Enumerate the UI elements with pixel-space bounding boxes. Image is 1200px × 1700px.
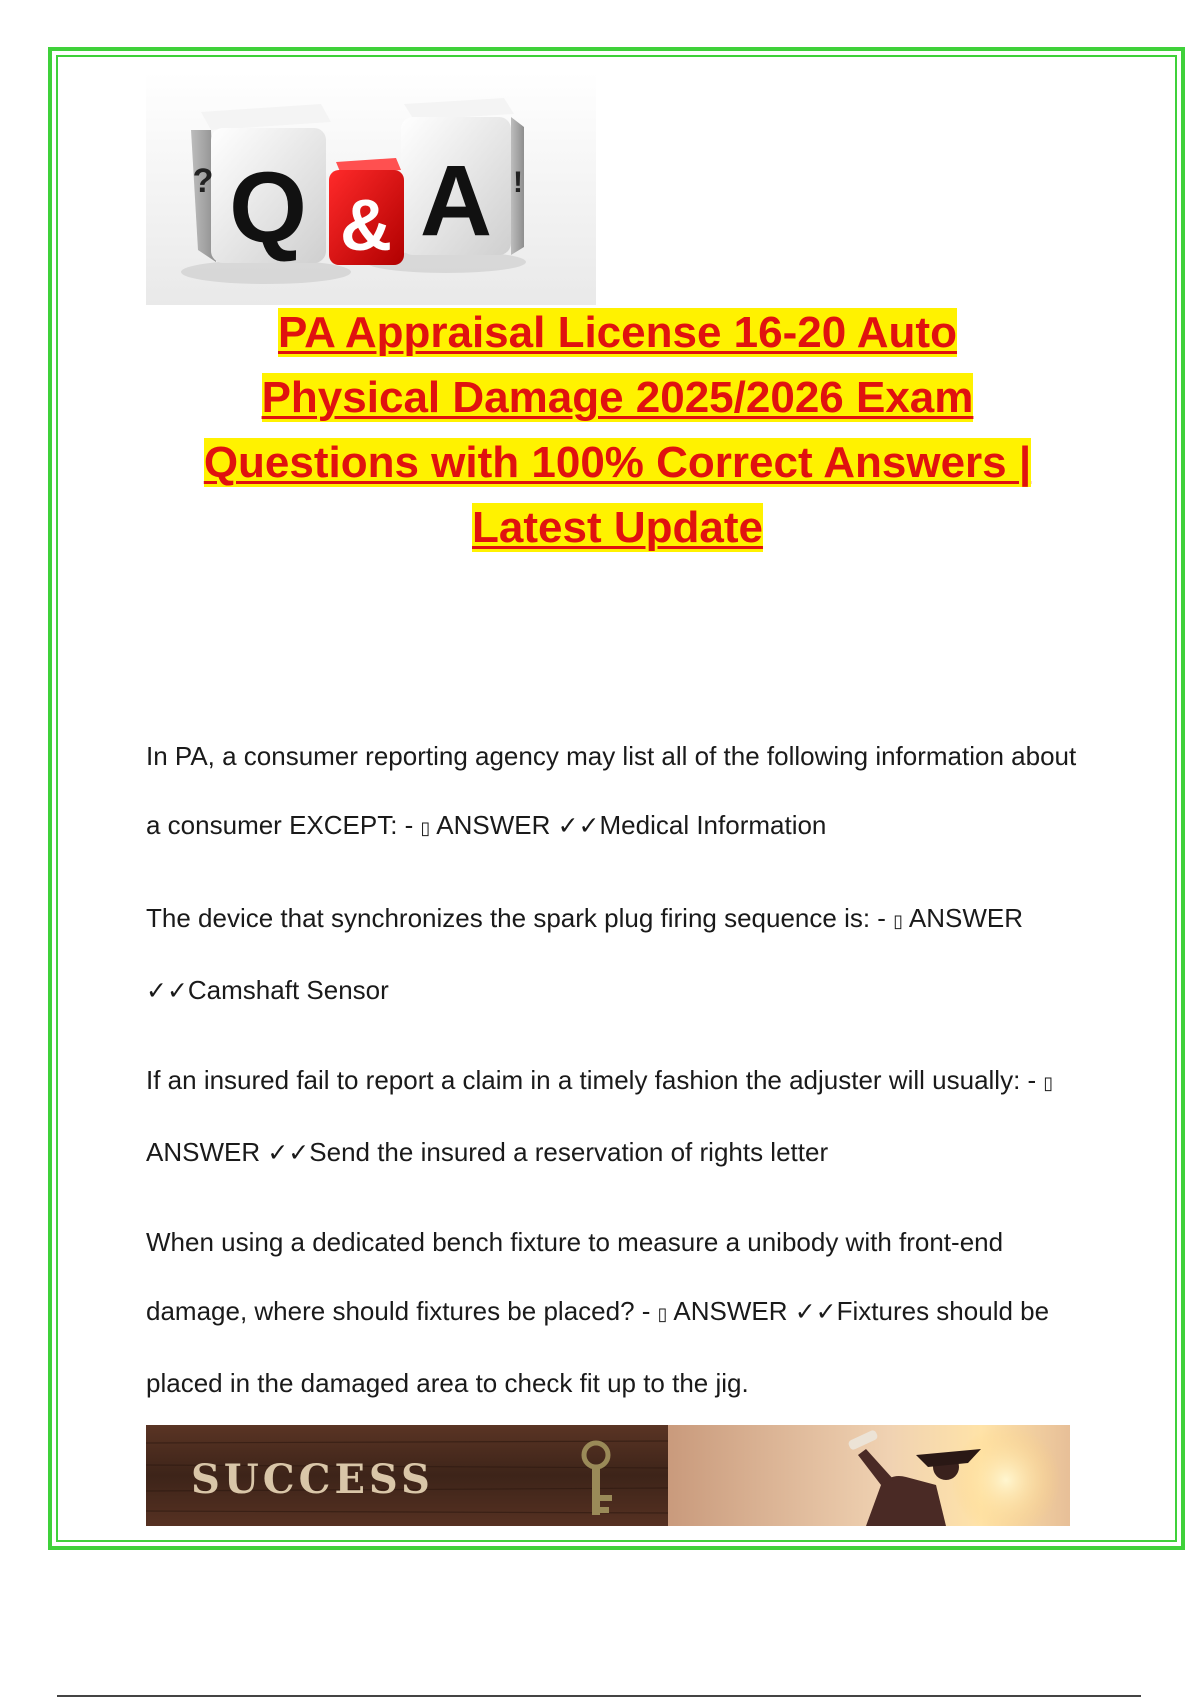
- qa-item: [146, 1208, 1096, 1418]
- qa-item: [146, 1046, 1096, 1187]
- question-text: In PA, a consumer reporting agency may list all of the following information about a consumer EXCEPT: -: [146, 741, 1077, 840]
- qa-dice-image: [146, 72, 596, 305]
- question-text: If an insured fail to report a claim in a timely fashion the adjuster will usually: -: [146, 1065, 1037, 1095]
- die-a-letter: A: [419, 145, 493, 257]
- double-check-icon: ✓✓: [146, 976, 188, 1005]
- title-line-3: Questions with 100% Correct Answers |: [203, 438, 1032, 487]
- success-text: SUCCESS: [191, 1456, 434, 1503]
- answer-text: Fixtures should be placed in the damaged area to check fit up to the jig.: [146, 1296, 1050, 1398]
- answer-box-glyph: ▯: [1043, 1073, 1054, 1094]
- success-banner-image: [146, 1425, 1070, 1526]
- answer-text: Send the insured a reservation of rights letter: [309, 1137, 829, 1167]
- die-q: [191, 104, 331, 264]
- answer-box-glyph: ▯: [657, 1304, 668, 1325]
- answer-box-glyph: ▯: [420, 818, 431, 839]
- answer-text: Camshaft Sensor: [187, 975, 389, 1005]
- qa-item: [146, 884, 1096, 1025]
- die-amp: [329, 158, 404, 266]
- answer-box-glyph: ▯: [893, 911, 904, 932]
- die-q-letter: Q: [229, 152, 307, 264]
- title-line-2: Physical Damage 2025/2026 Exam: [261, 373, 974, 422]
- answer-label: ANSWER: [673, 1296, 788, 1326]
- die-a-side-mark: !: [513, 166, 523, 199]
- qa-list: [146, 722, 1096, 1439]
- title-line-1: PA Appraisal License 16-20 Auto: [278, 308, 957, 357]
- footer-rule: [57, 1695, 1141, 1697]
- die-a: [401, 98, 524, 257]
- title-line-4: Latest Update: [472, 503, 763, 552]
- question-text: The device that synchronizes the spark plug firing sequence is: -: [146, 903, 886, 933]
- double-check-icon: ✓✓: [794, 1297, 837, 1326]
- question-text: When using a dedicated bench fixture to measure a unibody with front-end damage, where should fixtures be placed? -: [146, 1227, 1004, 1326]
- answer-text: Medical Information: [599, 810, 827, 840]
- die-q-side-mark: ?: [192, 162, 214, 200]
- document-title: [140, 300, 1095, 560]
- answer-label: ANSWER: [436, 810, 551, 840]
- answer-label: ANSWER: [908, 903, 1024, 933]
- answer-label: ANSWER: [146, 1137, 261, 1167]
- double-check-icon: ✓✓: [557, 811, 600, 840]
- double-check-icon: ✓✓: [267, 1138, 310, 1167]
- qa-item: [146, 722, 1096, 863]
- die-amp-symbol: &: [340, 186, 392, 266]
